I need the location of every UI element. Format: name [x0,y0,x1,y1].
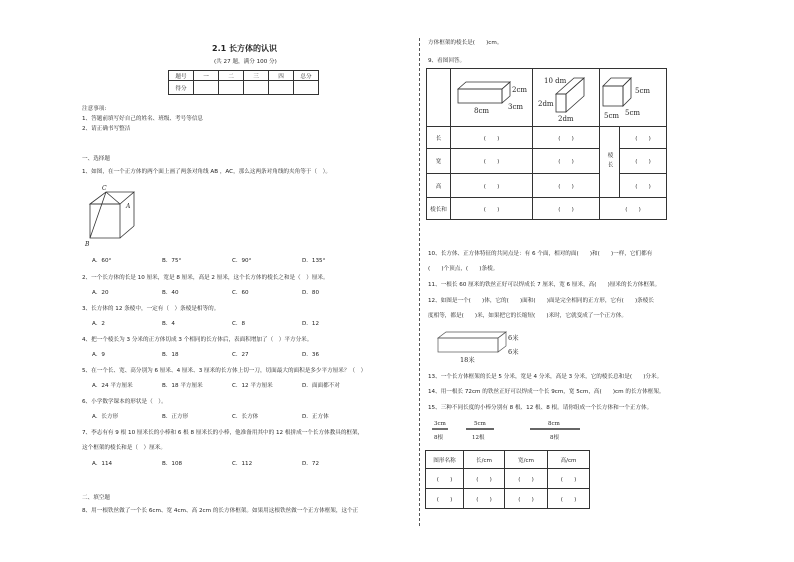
stick-len: 5cm [474,421,486,427]
score-header: 题号 [169,71,194,81]
column-divider [419,38,420,526]
fig3-right: 5cm [635,87,651,95]
section-heading: 一、选择题 [82,156,110,162]
q15-blank[interactable]: ( ) [464,489,505,509]
fig2-top: 10 dm [544,77,567,85]
q15-blank[interactable]: ( ) [464,469,505,489]
q9-edge-label [600,127,620,198]
fig3-bottom: 5cm [604,112,620,120]
score-table [168,70,319,95]
cube-label-b: B [85,241,90,248]
option[interactable]: B．40 [162,290,179,296]
q15-table [425,450,590,509]
option[interactable]: B．18 平方厘米 [162,383,203,389]
cube-label-a: A [126,203,131,210]
stick-count: 8根 [434,435,443,441]
option[interactable]: C．12 平方厘米 [232,383,273,389]
question-12-cont: 度相等，都是( )米，如果把它的长缩短( )米时，它就变成了一个正方体。 [428,313,627,319]
question-8: 8、用一根铁丝做了一个长 6cm、宽 4cm、高 2cm 的长方体框架。如果用这根铁丝做一个正方体框架，这个正 [82,508,359,514]
q9-row-label: 高 [427,174,451,198]
question-12: 12、如图是一个( )体，它的( )面和( )面是完全相同的正方形，它有( )条棱长 [428,298,654,304]
stick-count: 8根 [550,435,559,441]
q15-blank[interactable]: ( ) [548,469,590,489]
q9-blank[interactable]: ( ) [451,149,533,174]
fig1-l: 8cm [474,107,490,115]
q9-blank[interactable]: ( ) [600,198,667,220]
score-cell[interactable] [269,81,294,95]
option[interactable]: A．2 [92,321,105,327]
question-7-cont: 这个框架的棱长和是（ ）厘米。 [82,445,166,451]
option[interactable]: A．24 平方厘米 [92,383,133,389]
option[interactable]: B．18 [162,352,179,358]
score-header: 四 [269,71,294,81]
q12-figure [434,328,534,366]
score-cell[interactable] [194,81,219,95]
question-9: 9、看图回答。 [428,58,466,64]
option[interactable]: B．75° [162,258,182,264]
q12-fig-b: 18米 [460,356,475,364]
notice-heading: 注意事项: [82,106,107,112]
option[interactable]: D．面面都不对 [302,383,340,389]
option[interactable]: A．60° [92,258,112,264]
q15-header: 高/cm [548,451,590,469]
q9-blank[interactable]: ( ) [620,174,667,198]
question-13: 13、一个长方体框架的长是 5 分米，宽是 4 分米，高是 3 分米，它的棱长总和是( )分米。 [428,374,663,380]
q9-table [426,68,667,220]
question-10-cont: ( )个顶点，( )条棱。 [428,266,499,272]
question-3: 3、长方体的 12 条棱中，一定有（ ）条棱是相等的。 [82,306,220,312]
q9-blank[interactable]: ( ) [533,198,600,220]
score-header: 二 [219,71,244,81]
fig2-bottom: 2dm [558,115,574,123]
question-15: 15、三种不同长度的小棒分别有 8 根、12 根、8 根。请你组成一个长方体和一个正方体。 [428,405,653,411]
score-header: 三 [244,71,269,81]
q15-header: 图形名称 [426,451,464,469]
q9-row-label: 棱长和 [427,198,451,220]
option[interactable]: A．114 [92,461,113,467]
score-cell[interactable] [294,81,319,95]
option[interactable]: C．90° [232,258,252,264]
question-10: 10、长方体、正方体特征的共同点是：有 6 个面，相对的面( )和( )一样，它们都有 [428,251,653,257]
option[interactable]: B．4 [162,321,175,327]
fig1-h: 3cm [508,103,524,111]
q15-blank[interactable]: ( ) [548,489,590,509]
q9-blank[interactable]: ( ) [620,149,667,174]
q9-row-label: 宽 [427,149,451,174]
q9-edge-label-text: 棱长 [606,152,613,172]
q12-fig-r1: 6米 [508,334,519,342]
q9-blank[interactable]: ( ) [533,149,600,174]
stick-len: 3cm [434,421,446,427]
question-1: 1、如图，在一个正方体的两个面上画了两条对角线 AB ，AC，那么这两条对角线的夹角等于（ ）。 [82,169,331,175]
option[interactable]: C．8 [232,321,246,327]
q9-row-label: 长 [427,127,451,149]
page-subtitle: (共 27 题，满分 100 分) [214,59,277,65]
q15-header: 长/cm [464,451,505,469]
question-8-cont: 方体框架的棱长是( )cm。 [428,40,503,46]
option[interactable]: C．长方体 [232,414,259,420]
q9-blank[interactable]: ( ) [533,127,600,149]
score-header: 总分 [294,71,319,81]
option[interactable]: B．108 [162,461,183,467]
q9-blank[interactable]: ( ) [451,127,533,149]
section-heading: 二、填空题 [82,495,110,501]
option[interactable]: A．长方形 [92,414,119,420]
q15-blank[interactable]: ( ) [426,469,464,489]
question-4: 4、把一个棱长为 3 分米的正方体切成 3 个相同的长方体后，表面积增加了（ ）平方分米。 [82,337,313,343]
q9-blank[interactable]: ( ) [620,127,667,149]
question-5: 5、在一个长、宽、高分别为 6 厘米、4 厘米、3 厘米的长方体上切一刀，切面最大的面积是多少平方厘米？（ ） [82,368,367,374]
question-2: 2、一个长方体的长是 10 厘米，宽是 8 厘米，高是 2 厘米，这个长方体的棱长之和是（ ）厘米。 [82,275,329,281]
stick-count: 12根 [472,435,485,441]
stick-len: 8cm [548,421,560,427]
option[interactable]: C．60 [232,290,249,296]
q15-sticks [428,418,598,444]
score-cell[interactable] [244,81,269,95]
page-title: 2.1 长方体的认识 [212,44,277,53]
score-header: 一 [194,71,219,81]
question-7: 7、李志有有 9 根 10 厘米长的小棒和 6 根 8 厘米长的小棒，他准备用其中的 12 根拼成一个长方体教具的框架， [82,430,364,436]
cube-figure [82,184,142,248]
q15-blank[interactable]: ( ) [426,489,464,509]
option[interactable]: C．112 [232,461,253,467]
fig3-left: 5cm [625,109,641,117]
option[interactable]: D．72 [302,461,320,467]
q15-header: 宽/cm [505,451,548,469]
option[interactable]: D．135° [302,258,326,264]
fig1-w: 2cm [512,86,528,94]
option[interactable]: D．12 [302,321,320,327]
notice-item: 2、请正确书写整洁 [82,126,131,132]
option[interactable]: C．27 [232,352,249,358]
cube-label-c: C [102,185,107,192]
option[interactable]: A．9 [92,352,105,358]
notice-item: 1、答题前填写好自己的姓名、班级、考号等信息 [82,116,204,122]
option[interactable]: B．正方形 [162,414,189,420]
option[interactable]: D．36 [302,352,320,358]
q15-blank[interactable]: ( ) [505,489,548,509]
score-cell[interactable] [219,81,244,95]
score-row-label: 得分 [169,81,194,95]
option[interactable]: D．80 [302,290,320,296]
q15-blank[interactable]: ( ) [505,469,548,489]
question-11: 11、一根长 60 厘米的铁丝正好可以焊成长 7 厘米，宽 6 厘米，高( )厘米的长方体框架。 [428,282,661,288]
q9-blank[interactable]: ( ) [533,174,600,198]
question-14: 14、用一根长 72cm 的铁丝正好可以焊成一个长 9cm，宽 5cm，高( )cm 的长方体框架。 [428,389,665,395]
q12-fig-r2: 6米 [508,348,519,356]
q9-blank[interactable]: ( ) [451,174,533,198]
option[interactable]: D．正方体 [302,414,329,420]
fig2-left: 2dm [538,100,554,108]
question-6: 6、小学数学课本的形状是（ ）。 [82,399,167,405]
q9-blank[interactable]: ( ) [451,198,533,220]
option[interactable]: A．20 [92,290,109,296]
